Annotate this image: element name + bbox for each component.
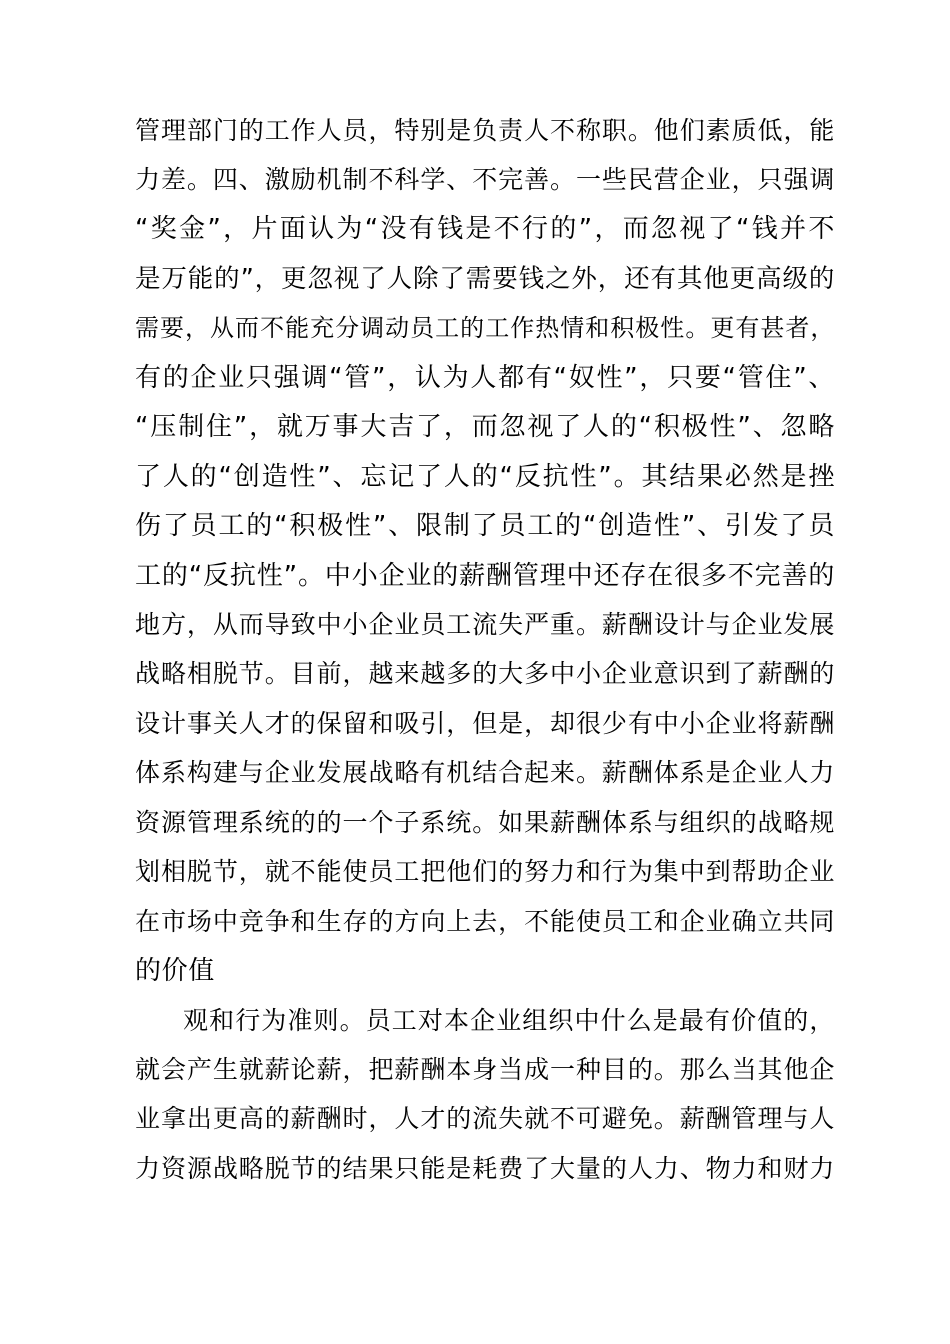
text-line-21: 业拿出更高的薪酬时，人才的流失就不可避免。薪酬管理与人 [135,1104,835,1133]
text-line-19: 观和行为准则。员工对本企业组织中什么是最有价值的， [183,1006,835,1035]
text-line-4: 是万能的”，更忽视了人除了需要钱之外，还有其他更高级的 [135,264,835,294]
text-line-18: 的价值 [135,956,215,986]
text-line-16: 划相脱节，就不能使员工把他们的努力和行为集中到帮助企业 [135,857,835,886]
text-line-12: 战略相脱节。目前，越来越多的大多中小企业意识到了薪酬的 [135,659,835,688]
text-line-3: “奖金”，片面认为“没有钱是不行的”，而忽视了“钱并不 [135,214,835,244]
text-line-15: 资源管理系统的的一个子系统。如果薪酬体系与组织的战略规 [135,808,835,837]
text-line-11: 地方，从而导致中小企业员工流失严重。薪酬设计与企业发展 [135,610,835,639]
text-line-5: 需要，从而不能充分调动员工的工作热情和积极性。更有甚者， [135,314,835,342]
text-line-20: 就会产生就薪论薪，把薪酬本身当成一种目的。那么当其他企 [135,1055,835,1084]
text-line-22: 力资源战略脱节的结果只能是耗费了大量的人力、物力和财力 [135,1154,835,1183]
text-line-2: 力差。四、激励机制不科学、不完善。一些民营企业，只强调 [135,165,835,194]
text-line-1: 管理部门的工作人员，特别是负责人不称职。他们素质低，能 [135,116,835,145]
text-line-6: 有的企业只强调“管”，认为人都有“奴性”，只要“管住”、 [135,363,835,393]
text-line-7: “压制住”，就万事大吉了，而忽视了人的“积极性”、忽略 [135,412,835,442]
text-line-9: 伤了员工的“积极性”、限制了员工的“创造性”、引发了员 [135,511,835,541]
text-line-13: 设计事关人才的保留和吸引，但是，却很少有中小企业将薪酬 [135,709,835,738]
text-line-10: 工的“反抗性”。中小企业的薪酬管理中还存在很多不完善的 [135,561,835,591]
text-line-8: 了人的“创造性”、忘记了人的“反抗性”。其结果必然是挫 [135,462,835,492]
text-line-17: 在市场中竞争和生存的方向上去，不能使员工和企业确立共同 [135,907,835,936]
text-line-14: 体系构建与企业发展战略有机结合起来。薪酬体系是企业人力 [135,758,835,787]
